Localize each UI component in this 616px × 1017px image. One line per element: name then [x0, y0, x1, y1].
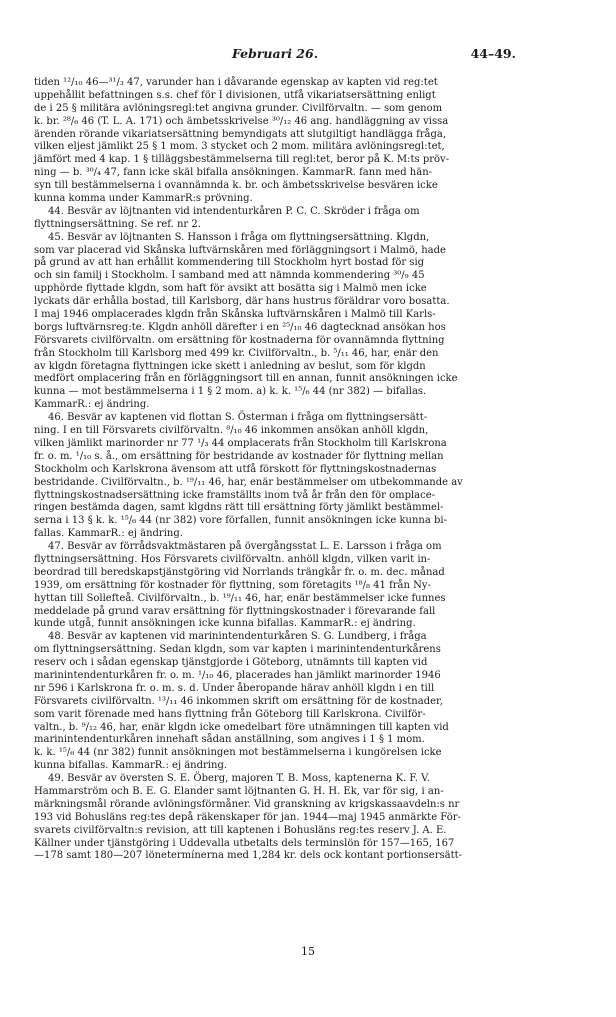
paragraph-start-line: 45. Besvär av löjtnanten S. Hansson i fråga om flyttningsersättning. Klgdn,	[48, 231, 430, 243]
text-line: beordrad till beredskapstjänstgöring vid Norrlands trängkår fr. o. m. dec. månad	[34, 566, 445, 578]
text-line: Stockholm och Karlskrona ävensom att utfå förskott för flyttningskostnadernas	[34, 463, 437, 475]
text-line: k. k. ¹⁵/₆ 44 (nr 382) funnit ansökningen mot bestämmelserna i kungörelsen icke	[34, 747, 442, 759]
paragraph-start-line: 44. Besvär av löjtnanten vid intendenturkåren P. C. C. Skröder i fråga om	[48, 205, 420, 217]
header-date: Februari 26.	[231, 46, 319, 61]
paragraph-start-line: 47. Besvär av förrådsvaktmästaren på övergångsstat L. E. Larsson i fråga om	[48, 541, 442, 553]
text-line: Källner under tjänstgöring i Uddevalla utbetalts dels terminslön för 157—165, 167	[34, 837, 455, 849]
text-line: —178 samt 180—207 lönetermínerna med 1,284 kr. dels ock kontant portionsersätt-	[34, 850, 463, 862]
paragraph-start-line: 48. Besvär av kaptenen vid marinintendenturkåren S. G. Lundberg, i fråga	[48, 631, 427, 643]
text-line: I maj 1946 omplacerades klgdn från Skånska luftvärnskåren i Malmö till Karls-	[34, 309, 436, 321]
text-line: upphörde flyttade klgdn, som haft för avsikt att bosätta sig i Malmö men icke	[34, 283, 427, 295]
text-line: ärenden rörande vikariatsersättning bemyndigats att slutgiltigt handlägga fråga,	[34, 128, 447, 140]
text-line: som varit förenade med hans flyttning från Göteborg till Karlskrona. Civilför-	[34, 708, 426, 720]
body-text	[34, 77, 516, 863]
text-line: k. br. ²⁸/₆ 46 (T. L. A. 171) och ämbetsskrivelse ³⁰/₁₂ 46 ang. handläggning av vissa	[34, 115, 449, 127]
text-line: medfört omplacering från en förläggningsort till en annan, funnit ansökningen icke	[34, 373, 458, 385]
text-line: meddelade på grund varav ersättning för flyttningskostnader i förevarande fall	[34, 605, 436, 617]
text-line: marinintendenturkåren innehaft sådan anställning, som angives i 1 § 1 mom.	[34, 734, 425, 746]
text-line: märkningsmål rörande avlöningsförmåner. Vid granskning av krigskassaavdeln:s nr	[34, 798, 460, 810]
text-line: av klgdn företagna flyttningen icke skett i anledning av beslut, som för klgdn	[34, 360, 426, 372]
text-line: KammarR.: ej ändring.	[34, 399, 150, 411]
text-line: kunna bifallas. KammarR.: ej ändring.	[34, 760, 228, 772]
text-line: ning. I en till Försvarets civilförvaltn. ⁸/₁₀ 46 inkommen ansökan anhöll klgdn,	[34, 425, 429, 437]
text-line: hyttan till Sollefteå. Civilförvaltn., b. ¹⁹/₁₁ 46, har, enär bestämmelser icke funnes	[34, 592, 446, 604]
text-line: kunna komma under KammarR:s prövning.	[34, 193, 253, 205]
text-line: om flyttningsersättning. Sedan klgdn, som var kapten i marinintendenturkårens	[34, 644, 441, 656]
text-line: vilken eljest jämlikt 25 § 1 mom. 3 stycket och 2 mom. militära avlöningsregl:tet,	[34, 141, 445, 153]
text-line: serna i 13 § k. k. ¹⁵/₆ 44 (nr 382) vore förfallen, funnit ansökningen icke kunna bi-	[34, 515, 447, 527]
text-line: syn till bestämmelserna i ovannämnda k. br. och ämbetsskrivelse besvären icke	[34, 180, 438, 192]
text-line: och sin familj i Stockholm. I samband med att nämnda kommendering ³⁰/₉ 45	[34, 270, 425, 282]
text-line: reserv och i sådan egenskap tjänstgjorde i Göteborg, utnämnts till kapten vid	[34, 657, 428, 669]
text-line: flyttningsersättning. Se ref. nr 2.	[34, 218, 201, 230]
text-line: lyckats där erhålla bostad, till Karlsborg, där hans hustrus föräldrar voro bosatta.	[34, 296, 450, 308]
text-line: flyttningsersättning. Hos Försvarets civilförvaltn. anhöll klgdn, vilken varit in-	[34, 553, 431, 565]
text-line: ning — b. ³⁰/₄ 47, fann icke skäl bifalla ansökningen. KammarR. fann med hän-	[34, 167, 433, 179]
text-line: Försvarets civilförvaltn. om ersättning för kostnaderna för ovannämnda flyttning	[34, 334, 445, 346]
page-number: 15	[301, 945, 315, 958]
text-line: från Stockholm till Karlsborg med 499 kr. Civilförvaltn., b. ⁵/₁₁ 46, har, enär den	[34, 347, 439, 359]
text-line: vilken jämlikt marinorder nr 77 ¹/₃ 44 omplacerats från Stockholm till Karlskrona	[34, 437, 447, 449]
text-line: nr 596 i Karlskrona fr. o. m. s. d. Under åberopande härav anhöll klgdn i en till	[34, 682, 435, 694]
paragraph-start-line: 49. Besvär av översten S. E. Öberg, majoren T. B. Moss, kaptenerna K. F. V.	[48, 773, 430, 785]
page-header	[34, 46, 516, 64]
text-line: borgs luftvärnsreg:te. Klgdn anhöll därefter i en ²⁵/₁₀ 46 dagtecknad ansökan hos	[34, 321, 446, 333]
text-line: 193 vid Bohusläns reg:tes depå räkenskaper för jan. 1944—maj 1945 anmärkte För-	[34, 811, 461, 823]
text-line: 1939, om ersättning för kostnader för flyttning, som företagits ¹⁸/₈ 41 från Ny-	[34, 579, 431, 591]
text-line: marinintendenturkåren fr. o. m. ¹/₁₀ 46, placerades han jämlikt marinorder 1946	[34, 669, 441, 681]
paragraph-start-line: 46. Besvär av kaptenen vid flottan S. Österman i fråga om flyttningsersätt-	[48, 412, 428, 424]
text-line: svarets civilförvaltn:s revision, att till kaptenen i Bohusläns reg:tes reserv J. A. E.	[34, 824, 447, 836]
text-line: Hammarström och B. E. G. Elander samt löjtnanten G. H. H. Ek, var för sig, i an-	[34, 785, 444, 797]
text-line: Försvarets civilförvaltn. ¹³/₁₁ 46 inkommen skrift om ersättning för de kostnader,	[34, 695, 443, 707]
text-line: tiden ¹²/₁₀ 46—³¹/₃ 47, varunder han i dåvarande egenskap av kapten vid reg:tet	[34, 77, 438, 88]
text-line: valtn., b. ⁹/₁₂ 46, har, enär klgdn icke omedelbart före utnämningen till kapten vid	[34, 721, 449, 733]
text-line: på grund av att han erhållit kommendering till Stockholm hyrt bostad för sig	[34, 257, 425, 269]
text-line: kunna — mot bestämmelserna i 1 § 2 mom. a) k. k. ¹⁵/₆ 44 (nr 382) — bifallas.	[34, 386, 427, 398]
text-line: flyttningskostnadsersättning icke framställts inom två år från den för omplace-	[34, 489, 436, 501]
text-line: fallas. KammarR.: ej ändring.	[34, 528, 183, 540]
text-line: kunde utgå, funnit ansökningen icke kunna bifallas. KammarR.: ej ändring.	[34, 618, 416, 630]
text-line: bestridande. Civilförvaltn., b. ¹⁹/₁₁ 46, har, enär bestämmelser om utbekommande av	[34, 476, 463, 488]
text-line: fr. o. m. ¹/₁₀ s. å., om ersättning för bestridande av kostnader för flyttning mellan	[34, 450, 444, 462]
text-line: jämfört med 4 kap. 1 § tilläggsbestämmelserna till regl:tet, beror på K. M:ts pröv-	[34, 154, 450, 166]
header-section-range: 44–49.	[470, 46, 516, 61]
text-line: ringen bestämda dagen, samt klgdns rätt till ersättning förty jämlikt bestämmel-	[34, 502, 444, 514]
text-line: som var placerad vid Skånska luftvärnskåren med förläggningsort i Malmö, hade	[34, 244, 446, 256]
text-line: de i 25 § militära avlöningsregl:tet angivna grunder. Civilförvaltn. — som genom	[34, 102, 443, 114]
text-line: uppehållit befattningen s.s. chef för I divisionen, utfå vikariatsersättning enligt	[34, 89, 436, 101]
